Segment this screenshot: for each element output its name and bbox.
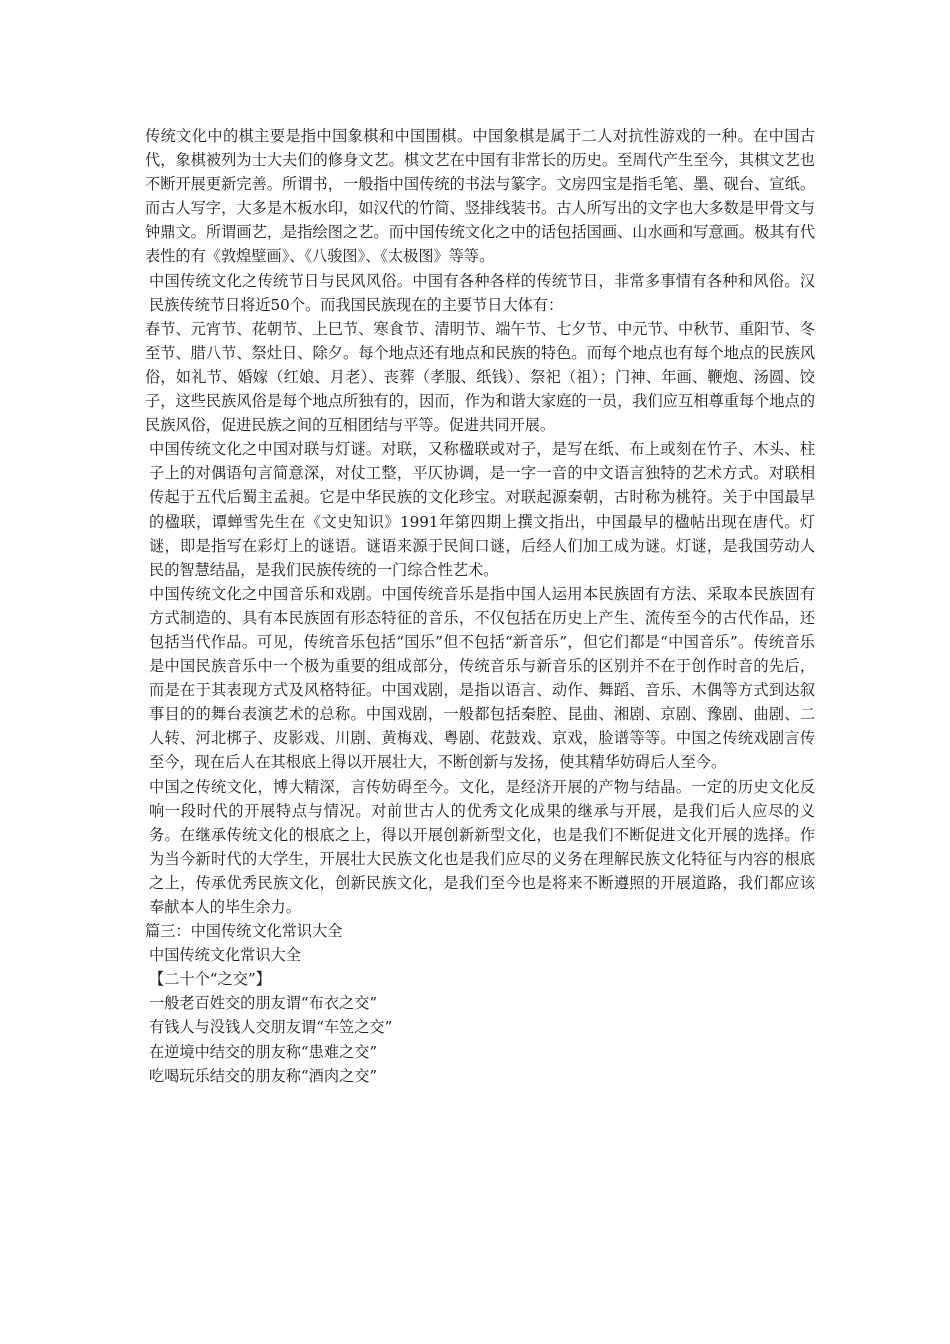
list-item: 一般老百姓交的朋友谓“布衣之交” xyxy=(149,994,378,1013)
paragraph-chess-calligraphy: 传统文化中的棋主要是指中国象棋和中国围棋。中国象棋是属于二人对抗性游戏的一种。在中国古代，象棋被列为士大夫们的修身文艺。棋文艺在中国有非常长的历史。至周代产生至今，其棋文艺也不断开展更新完善。所谓书，一般指中国传统的书法与篆字。文房四宝是指毛笔、墨、砚台、宣纸。而古人写字，大多是木板水印，如汉代的竹简、竖排线装书。古人所写出的文字也大多数是甲骨文与钟鼎文。所谓画艺，是指绘图之艺。而中国传统文化之中的话包括国画、山水画和写意画。极其有代表性的有《敦煌壁画》、《八骏图》、《太极图》等等。 xyxy=(145,127,815,266)
list-item: 在逆境中结交的朋友称“患难之交” xyxy=(149,1042,378,1061)
paragraph-festivals: 中国传统文化之传统节日与民风风俗。中国有各种各样的传统节日，非常多事情有各种和风俗。汉民族传统节日将近50个。而我国民族现在的主要节日大体有： xyxy=(149,271,815,314)
topic-heading: 【二十个“之交”】 xyxy=(149,970,271,989)
section-heading: 篇三：中国传统文化常识大全 xyxy=(145,922,343,941)
paragraph-music-opera: 中国传统文化之中国音乐和戏剧。中国传统音乐是指中国人运用本民族固有方法、采取本民族固有方式制造的、具有本民族固有形态特征的音乐，不仅包括在历史上产生、流传至今的古代作品，还包括当代作品。可见，传统音乐包括“国乐”但不包括“新音乐”，但它们都是“中国音乐”。传统音乐是中国民族音乐中一个极为重要的组成部分，传统音乐与新音乐的区别并不在于创作时音的先后，而是在于其表现方式及风格特征。中国戏剧，是指以语言、动作、舞蹈、音乐、木偶等方式到达叙事目的的舞台表演艺术的总称。中国戏剧，一般都包括秦腔、昆曲、湘剧、京剧、豫剧、曲剧、二人转、河北梆子、皮影戏、川剧、黄梅戏、粤剧、花鼓戏、京戏，脸谱等等。中国之传统戏剧言传至今，现在后人在其根底上得以开展壮大，不断创新与发扬，使其精华妨碍后人至今。 xyxy=(149,584,815,772)
paragraph-conclusion: 中国之传统文化，博大精深，言传妨碍至今。文化，是经济开展的产物与结晶。一定的历史文化反响一段时代的开展特点与情况。对前世古人的优秀文化成果的继承与开展，是我们后人应尽的义务。在继承传统文化的根底之上，得以开展创新新型文化，也是我们不断促进文化开展的选择。作为当今新时代的大学生，开展壮大民族文化也是我们应尽的义务在理解民族文化特征与内容的根底之上，传承优秀民族文化，创新民族文化，是我们至今也是将来不断遵照的开展道路，我们都应该奉献本人的毕生余力。 xyxy=(149,777,815,916)
paragraph-couplets-riddles: 中国传统文化之中国对联与灯谜。对联，又称楹联或对子，是写在纸、布上或刻在竹子、木头、柱子上的对偶语句言简意深，对仗工整，平仄协调，是一字一音的中文语言独特的艺术方式。对联相传起于五代后蜀主孟昶。它是中华民族的文化珍宝。对联起源秦朝，古时称为桃符。关于中国最早的楹联，谭蝉雪先生在《文史知识》1991年第四期上撰文指出，中国最早的楹帖出现在唐代。灯谜，即是指写在彩灯上的谜语。谜语来源于民间口谜，后经人们加工成为谜。灯谜，是我国劳动人民的智慧结晶，是我们民族传统的一门综合性艺术。 xyxy=(149,440,815,579)
list-item: 吃喝玩乐结交的朋友称“酒肉之交” xyxy=(149,1066,378,1085)
document-page xyxy=(145,124,815,1088)
paragraph-festival-list: 春节、元宵节、花朝节、上巳节、寒食节、清明节、端午节、七夕节、中元节、中秋节、重阳节、冬至节、腊八节、祭灶日、除夕。每个地点还有地点和民族的特色。而每个地点也有每个地点的民族风俗，如礼节、婚嫁（红娘、月老）、丧葬（孝服、纸钱）、祭祀（祖）；门神、年画、鞭炮、汤圆、饺子，这些民族风俗是每个地点所独有的，因而，作为和谐大家庭的一员，我们应互相尊重每个地点的民族风俗，促进民族之间的互相团结与平等。促进共同开展。 xyxy=(145,319,815,435)
section-subtitle: 中国传统文化常识大全 xyxy=(149,946,301,965)
list-item: 有钱人与没钱人交朋友谓“车笠之交” xyxy=(149,1018,393,1037)
